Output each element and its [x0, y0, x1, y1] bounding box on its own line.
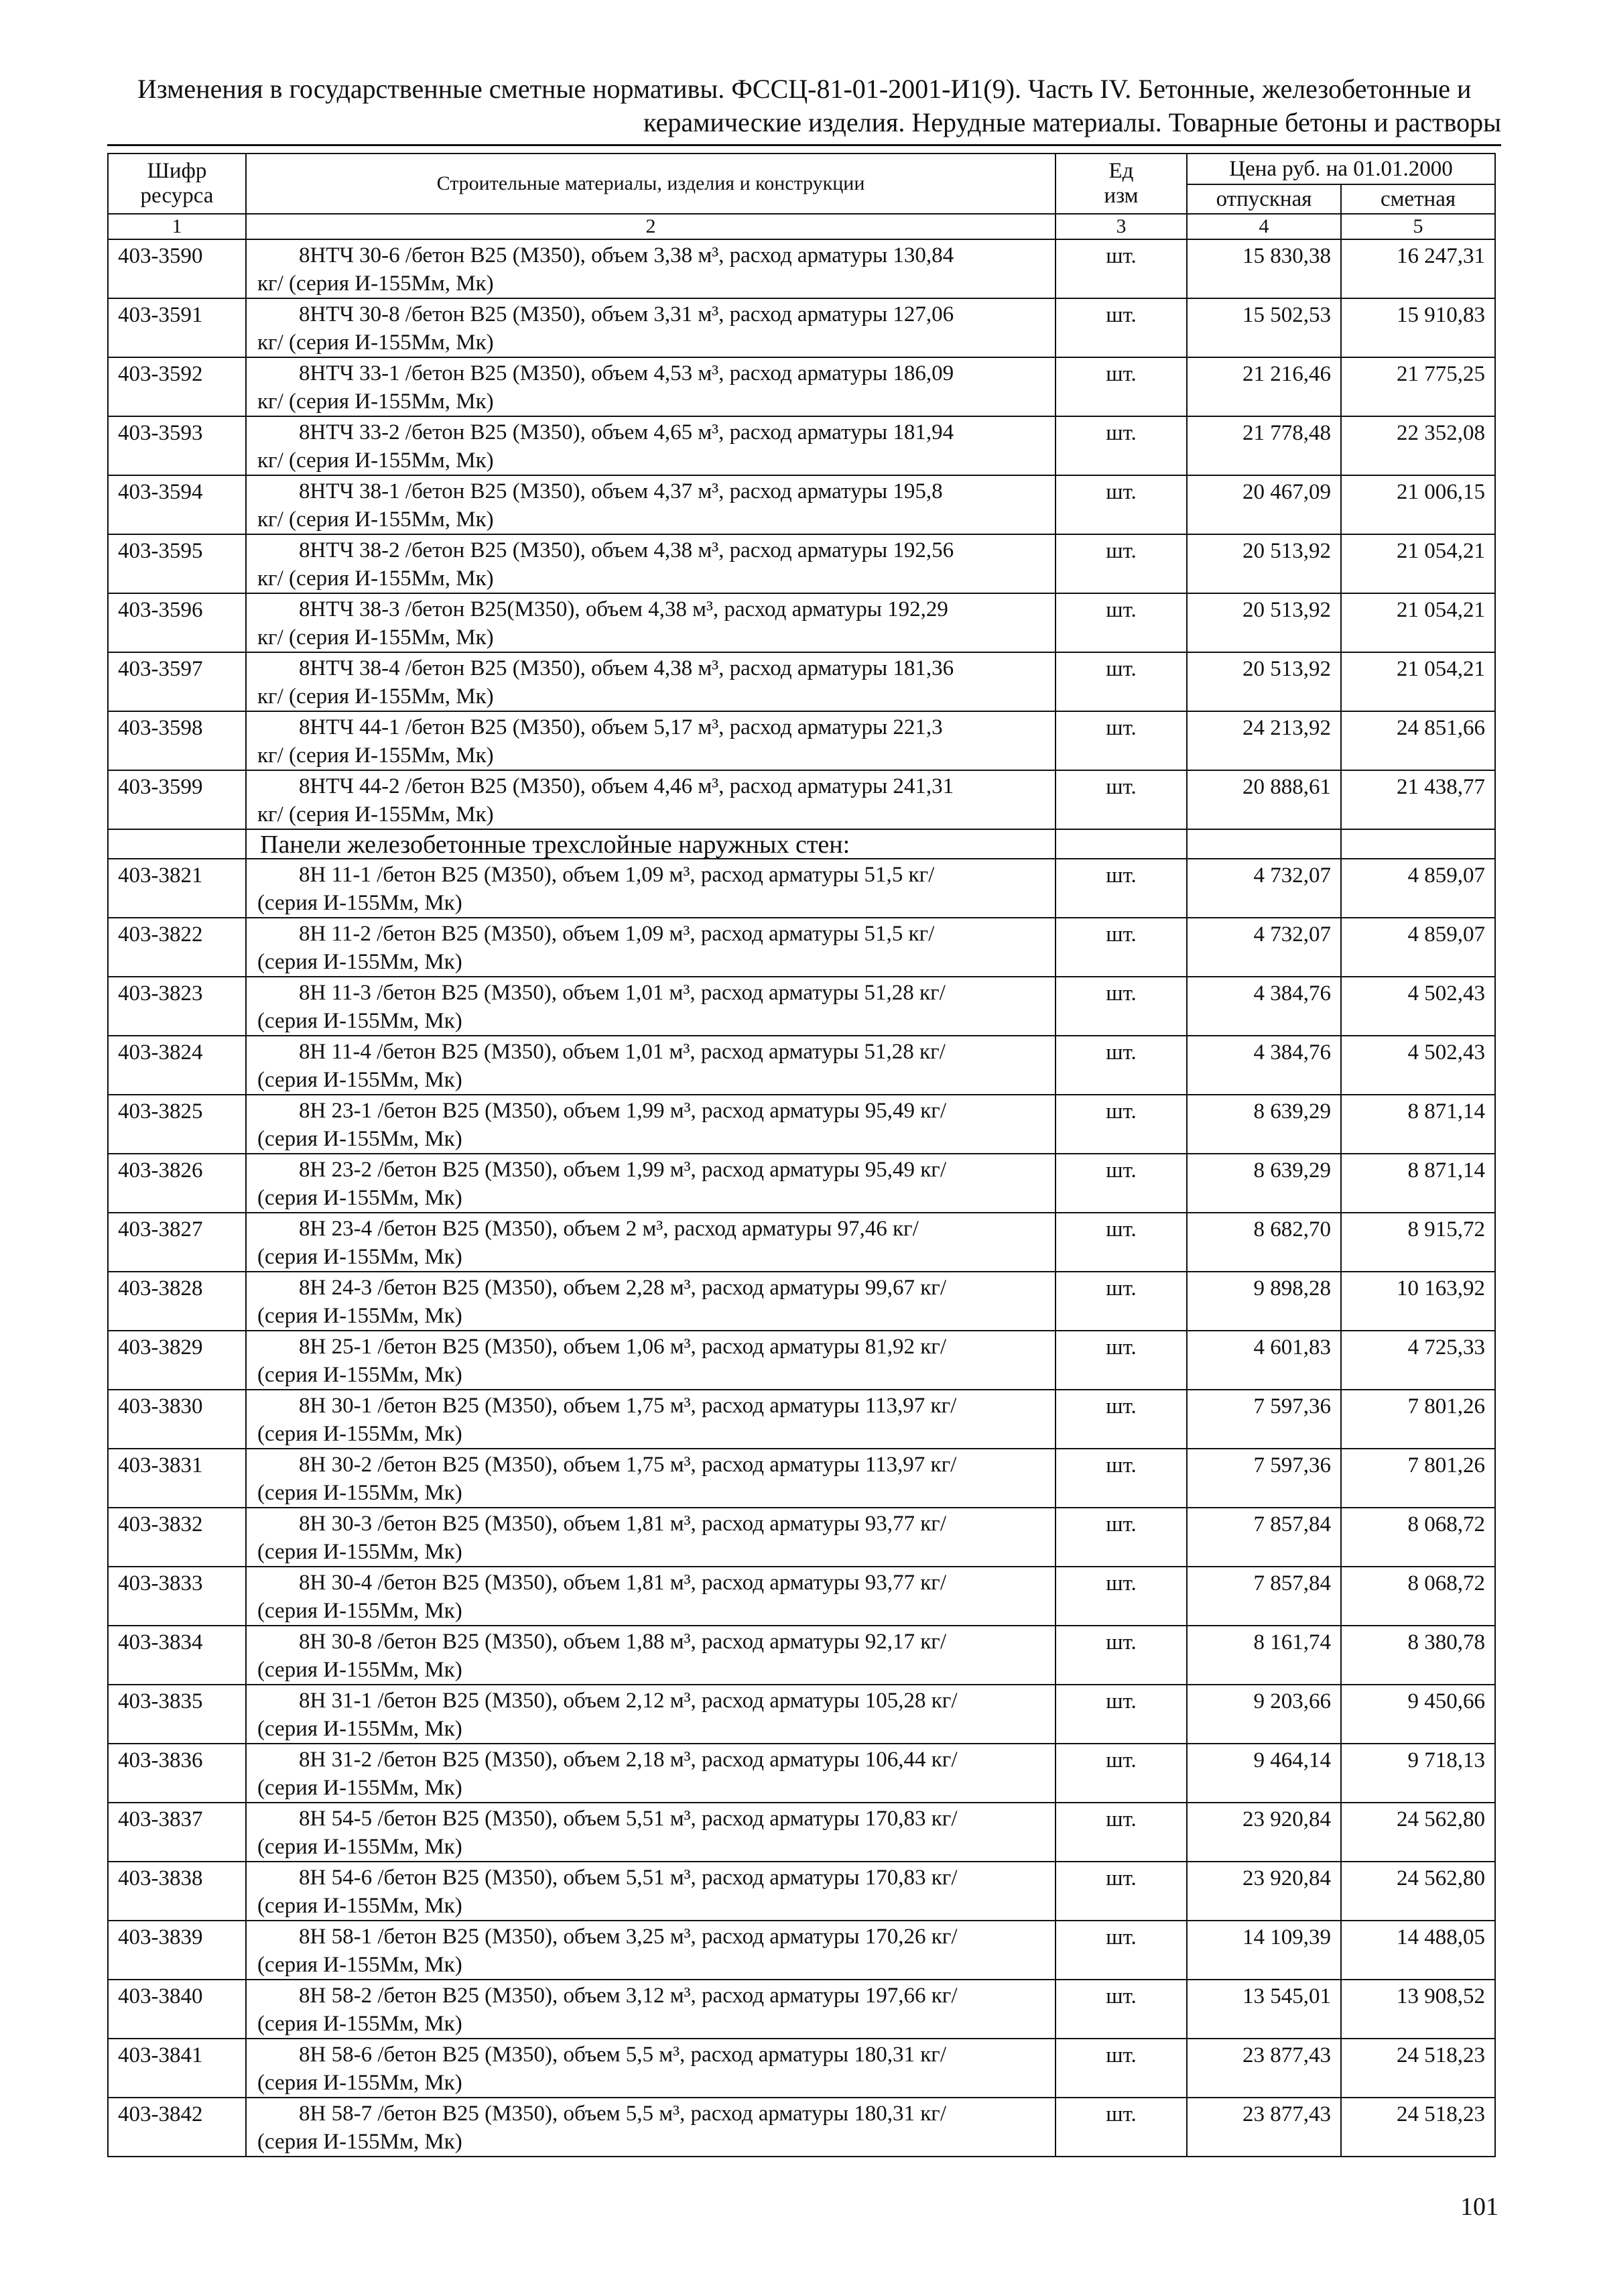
description-line-2: (серия И-155Мм, Мк)	[257, 950, 462, 974]
table-row	[108, 1980, 1495, 2039]
material-description	[246, 534, 1056, 593]
material-description	[246, 1095, 1056, 1154]
resource-code: 403-3840	[108, 1980, 246, 2039]
release-price: 8 639,29	[1187, 1095, 1341, 1154]
estimate-price: 9 450,66	[1341, 1685, 1495, 1744]
material-description	[246, 239, 1056, 298]
material-description	[246, 1272, 1056, 1331]
material-description	[246, 1685, 1056, 1744]
release-price: 4 732,07	[1187, 859, 1341, 918]
unit: шт.	[1056, 357, 1187, 416]
material-description	[246, 977, 1056, 1036]
release-price: 15 830,38	[1187, 239, 1341, 298]
table-row	[108, 298, 1495, 357]
resource-code: 403-3593	[108, 416, 246, 475]
estimate-price: 24 562,80	[1341, 1803, 1495, 1862]
description-line-2: (серия И-155Мм, Мк)	[257, 1599, 462, 1623]
table-body-group-1	[108, 239, 1495, 829]
table-row	[108, 977, 1495, 1036]
material-description	[246, 859, 1056, 918]
material-description	[246, 1213, 1056, 1272]
release-price: 24 213,92	[1187, 711, 1341, 770]
description-line-1: 8НТЧ 33-2 /бетон В25 (М350), объем 4,65 м³, расход арматуры 181,94	[299, 420, 954, 444]
description-line-1: 8Н 24-3 /бетон В25 (М350), объем 2,28 м³, расход арматуры 99,67 кг/	[299, 1276, 946, 1300]
description-line-1: 8Н 30-3 /бетон В25 (М350), объем 1,81 м³, расход арматуры 93,77 кг/	[299, 1512, 946, 1536]
table-row	[108, 652, 1495, 711]
estimate-price: 21 006,15	[1341, 475, 1495, 534]
unit: шт.	[1056, 977, 1187, 1036]
release-price: 7 857,84	[1187, 1567, 1341, 1626]
description-line-1: 8Н 23-1 /бетон В25 (М350), объем 1,99 м³, расход арматуры 95,49 кг/	[299, 1099, 946, 1123]
release-price: 21 778,48	[1187, 416, 1341, 475]
column-number: 3	[1056, 214, 1187, 239]
description-line-2: (серия И-155Мм, Мк)	[257, 1245, 462, 1269]
description-line-1: 8Н 23-4 /бетон В25 (М350), объем 2 м³, расход арматуры 97,46 кг/	[299, 1217, 919, 1241]
resource-code: 403-3834	[108, 1626, 246, 1685]
estimate-price: 21 775,25	[1341, 357, 1495, 416]
unit: шт.	[1056, 859, 1187, 918]
material-description	[246, 1921, 1056, 1980]
estimate-price: 14 488,05	[1341, 1921, 1495, 1980]
material-description	[246, 1626, 1056, 1685]
estimate-price: 24 518,23	[1341, 2098, 1495, 2157]
estimate-price: 8 871,14	[1341, 1154, 1495, 1213]
unit: шт.	[1056, 2039, 1187, 2098]
release-price: 7 597,36	[1187, 1390, 1341, 1449]
release-price: 4 732,07	[1187, 918, 1341, 977]
material-description	[246, 357, 1056, 416]
table-header	[108, 154, 1495, 239]
description-line-2: кг/ (серия И-155Мм, Мк)	[257, 802, 494, 827]
header-release-price: отпускная	[1187, 184, 1341, 214]
description-line-2: (серия И-155Мм, Мк)	[257, 1776, 462, 1800]
header-price: Цена руб. на 01.01.2000	[1187, 154, 1495, 184]
description-line-1: 8Н 11-3 /бетон В25 (М350), объем 1,01 м³, расход арматуры 51,28 кг/	[299, 981, 946, 1005]
description-line-1: 8Н 11-1 /бетон В25 (М350), объем 1,09 м³, расход арматуры 51,5 кг/	[299, 863, 935, 887]
description-line-1: 8Н 25-1 /бетон В25 (М350), объем 1,06 м³, расход арматуры 81,92 кг/	[299, 1335, 946, 1359]
description-line-1: 8Н 30-1 /бетон В25 (М350), объем 1,75 м³, расход арматуры 113,97 кг/	[299, 1394, 957, 1418]
header-rule	[107, 144, 1501, 146]
description-line-1: 8Н 30-2 /бетон В25 (М350), объем 1,75 м³, расход арматуры 113,97 кг/	[299, 1453, 957, 1477]
unit: шт.	[1056, 1508, 1187, 1567]
resource-code: 403-3828	[108, 1272, 246, 1331]
material-description	[246, 1862, 1056, 1921]
estimate-price: 16 247,31	[1341, 239, 1495, 298]
release-price: 23 877,43	[1187, 2039, 1341, 2098]
estimate-price: 21 054,21	[1341, 534, 1495, 593]
release-price: 9 898,28	[1187, 1272, 1341, 1331]
release-price: 8 682,70	[1187, 1213, 1341, 1272]
table-row	[108, 593, 1495, 652]
material-description	[246, 298, 1056, 357]
description-line-1: 8НТЧ 38-3 /бетон В25(М350), объем 4,38 м³, расход арматуры 192,29	[299, 597, 948, 621]
description-line-2: кг/ (серия И-155Мм, Мк)	[257, 448, 494, 473]
unit: шт.	[1056, 1862, 1187, 1921]
estimate-price: 24 851,66	[1341, 711, 1495, 770]
release-price: 20 888,61	[1187, 770, 1341, 829]
release-price: 23 877,43	[1187, 2098, 1341, 2157]
description-line-1: 8НТЧ 30-8 /бетон В25 (М350), объем 3,31 м³, расход арматуры 127,06	[299, 302, 954, 326]
release-price: 8 161,74	[1187, 1626, 1341, 1685]
description-line-1: 8Н 11-4 /бетон В25 (М350), объем 1,01 м³, расход арматуры 51,28 кг/	[299, 1040, 946, 1064]
table-row	[108, 859, 1495, 918]
estimate-price: 22 352,08	[1341, 416, 1495, 475]
table-row	[108, 1685, 1495, 1744]
release-price: 23 920,84	[1187, 1803, 1341, 1862]
header-line-1: Изменения в государственные сметные нормативы. ФССЦ-81-01-2001-И1(9). Часть IV. Бетонные, железобетонные и	[137, 74, 1472, 104]
description-line-2: кг/ (серия И-155Мм, Мк)	[257, 684, 494, 709]
description-line-2: (серия И-155Мм, Мк)	[257, 1422, 462, 1446]
material-description	[246, 1744, 1056, 1803]
description-line-2: (серия И-155Мм, Мк)	[257, 1540, 462, 1564]
description-line-2: (серия И-155Мм, Мк)	[257, 1894, 462, 1918]
unit: шт.	[1056, 1626, 1187, 1685]
description-line-2: кг/ (серия И-155Мм, Мк)	[257, 389, 494, 414]
estimate-price: 7 801,26	[1341, 1449, 1495, 1508]
unit: шт.	[1056, 416, 1187, 475]
estimate-price: 4 859,07	[1341, 859, 1495, 918]
header-unit-line1: Ед	[1108, 159, 1134, 183]
column-number: 4	[1187, 214, 1341, 239]
table-row	[108, 1036, 1495, 1095]
description-line-2: кг/ (серия И-155Мм, Мк)	[257, 566, 494, 591]
description-line-2: (серия И-155Мм, Мк)	[257, 2071, 462, 2095]
resource-code: 403-3594	[108, 475, 246, 534]
column-number: 5	[1341, 214, 1495, 239]
table-body-group-2	[108, 859, 1495, 2157]
description-line-1: 8Н 54-6 /бетон В25 (М350), объем 5,51 м³, расход арматуры 170,83 кг/	[299, 1866, 958, 1890]
resource-code: 403-3823	[108, 977, 246, 1036]
table-row	[108, 2039, 1495, 2098]
unit: шт.	[1056, 1685, 1187, 1744]
unit: шт.	[1056, 1154, 1187, 1213]
unit: шт.	[1056, 1213, 1187, 1272]
material-description	[246, 475, 1056, 534]
unit: шт.	[1056, 2098, 1187, 2157]
unit: шт.	[1056, 1449, 1187, 1508]
estimate-price: 10 163,92	[1341, 1272, 1495, 1331]
table-row	[108, 1095, 1495, 1154]
unit: шт.	[1056, 475, 1187, 534]
section-row	[108, 829, 1495, 859]
table-row	[108, 475, 1495, 534]
resource-code: 403-3597	[108, 652, 246, 711]
description-line-2: (серия И-155Мм, Мк)	[257, 1835, 462, 1859]
price-table	[107, 153, 1496, 2157]
release-price: 7 857,84	[1187, 1508, 1341, 1567]
section-code-cell	[108, 829, 246, 859]
description-line-2: (серия И-155Мм, Мк)	[257, 1481, 462, 1505]
column-number-row	[108, 214, 1495, 239]
document-header	[107, 72, 1501, 139]
material-description	[246, 1803, 1056, 1862]
unit: шт.	[1056, 1095, 1187, 1154]
material-description	[246, 1154, 1056, 1213]
description-line-2: (серия И-155Мм, Мк)	[257, 1953, 462, 1977]
material-description	[246, 2039, 1056, 2098]
table-row	[108, 770, 1495, 829]
unit: шт.	[1056, 770, 1187, 829]
estimate-price: 13 908,52	[1341, 1980, 1495, 2039]
release-price: 4 601,83	[1187, 1331, 1341, 1390]
material-description	[246, 2098, 1056, 2157]
resource-code: 403-3829	[108, 1331, 246, 1390]
description-line-1: 8Н 30-4 /бетон В25 (М350), объем 1,81 м³, расход арматуры 93,77 кг/	[299, 1571, 946, 1595]
resource-code: 403-3839	[108, 1921, 246, 1980]
description-line-2: (серия И-155Мм, Мк)	[257, 1068, 462, 1092]
section-group	[108, 829, 1495, 859]
table-row	[108, 1921, 1495, 1980]
resource-code: 403-3827	[108, 1213, 246, 1272]
release-price: 21 216,46	[1187, 357, 1341, 416]
resource-code: 403-3822	[108, 918, 246, 977]
release-price: 7 597,36	[1187, 1449, 1341, 1508]
resource-code: 403-3836	[108, 1744, 246, 1803]
column-number: 2	[246, 214, 1056, 239]
estimate-price: 7 801,26	[1341, 1390, 1495, 1449]
estimate-price: 15 910,83	[1341, 298, 1495, 357]
description-line-2: (серия И-155Мм, Мк)	[257, 1658, 462, 1682]
description-line-1: 8Н 30-8 /бетон В25 (М350), объем 1,88 м³, расход арматуры 92,17 кг/	[299, 1630, 946, 1654]
release-price: 8 639,29	[1187, 1154, 1341, 1213]
table-row	[108, 1331, 1495, 1390]
unit: шт.	[1056, 1803, 1187, 1862]
release-price: 20 513,92	[1187, 593, 1341, 652]
unit: шт.	[1056, 298, 1187, 357]
release-price: 20 513,92	[1187, 652, 1341, 711]
resource-code: 403-3831	[108, 1449, 246, 1508]
description-line-1: 8НТЧ 38-4 /бетон В25 (М350), объем 4,38 м³, расход арматуры 181,36	[299, 656, 954, 680]
unit: шт.	[1056, 1744, 1187, 1803]
header-unit-line2: изм	[1104, 184, 1139, 208]
description-line-1: 8НТЧ 38-1 /бетон В25 (М350), объем 4,37 м³, расход арматуры 195,8	[299, 479, 943, 503]
section-unit-cell	[1056, 829, 1187, 859]
description-line-2: (серия И-155Мм, Мк)	[257, 2130, 462, 2154]
section-title: Панели железобетонные трехслойные наружных стен:	[246, 829, 1056, 859]
resource-code: 403-3838	[108, 1862, 246, 1921]
description-line-2: (серия И-155Мм, Мк)	[257, 1304, 462, 1328]
description-line-2: (серия И-155Мм, Мк)	[257, 1127, 462, 1151]
resource-code: 403-3821	[108, 859, 246, 918]
unit: шт.	[1056, 1567, 1187, 1626]
estimate-price: 8 915,72	[1341, 1213, 1495, 1272]
table-row	[108, 239, 1495, 298]
table-row	[108, 1626, 1495, 1685]
estimate-price: 8 068,72	[1341, 1508, 1495, 1567]
release-price: 13 545,01	[1187, 1980, 1341, 2039]
estimate-price: 21 438,77	[1341, 770, 1495, 829]
description-line-1: 8НТЧ 38-2 /бетон В25 (М350), объем 4,38 м³, расход арматуры 192,56	[299, 538, 954, 562]
description-line-1: 8НТЧ 33-1 /бетон В25 (М350), объем 4,53 м³, расход арматуры 186,09	[299, 361, 954, 385]
header-code	[108, 154, 246, 214]
description-line-2: кг/ (серия И-155Мм, Мк)	[257, 507, 494, 532]
release-price: 20 513,92	[1187, 534, 1341, 593]
resource-code: 403-3830	[108, 1390, 246, 1449]
resource-code: 403-3842	[108, 2098, 246, 2157]
resource-code: 403-3824	[108, 1036, 246, 1095]
description-line-1: 8НТЧ 44-1 /бетон В25 (М350), объем 5,17 м³, расход арматуры 221,3	[299, 715, 943, 739]
release-price: 4 384,76	[1187, 1036, 1341, 1095]
description-line-2: (серия И-155Мм, Мк)	[257, 1717, 462, 1741]
estimate-price: 8 380,78	[1341, 1626, 1495, 1685]
material-description	[246, 1980, 1056, 2039]
description-line-2: кг/ (серия И-155Мм, Мк)	[257, 743, 494, 768]
description-line-1: 8Н 58-6 /бетон В25 (М350), объем 5,5 м³, расход арматуры 180,31 кг/	[299, 2043, 946, 2067]
resource-code: 403-3833	[108, 1567, 246, 1626]
estimate-price: 9 718,13	[1341, 1744, 1495, 1803]
release-price: 23 920,84	[1187, 1862, 1341, 1921]
description-line-1: 8Н 23-2 /бетон В25 (М350), объем 1,99 м³, расход арматуры 95,49 кг/	[299, 1158, 946, 1182]
description-line-2: кг/ (серия И-155Мм, Мк)	[257, 271, 494, 296]
unit: шт.	[1056, 1921, 1187, 1980]
unit: шт.	[1056, 239, 1187, 298]
unit: шт.	[1056, 1980, 1187, 2039]
material-description	[246, 1390, 1056, 1449]
table-row	[108, 1272, 1495, 1331]
table-row	[108, 918, 1495, 977]
estimate-price: 21 054,21	[1341, 652, 1495, 711]
table-row	[108, 1803, 1495, 1862]
release-price: 14 109,39	[1187, 1921, 1341, 1980]
estimate-price: 4 859,07	[1341, 918, 1495, 977]
material-description	[246, 1036, 1056, 1095]
material-description	[246, 1567, 1056, 1626]
table-row	[108, 2098, 1495, 2157]
header-description: Строительные материалы, изделия и конструкции	[246, 154, 1056, 214]
unit: шт.	[1056, 652, 1187, 711]
table-row	[108, 711, 1495, 770]
table-row	[108, 1744, 1495, 1803]
release-price: 20 467,09	[1187, 475, 1341, 534]
material-description	[246, 593, 1056, 652]
estimate-price: 24 562,80	[1341, 1862, 1495, 1921]
table-row	[108, 1213, 1495, 1272]
description-line-2: (серия И-155Мм, Мк)	[257, 1186, 462, 1210]
release-price: 9 203,66	[1187, 1685, 1341, 1744]
header-code-line2: ресурса	[140, 184, 214, 208]
resource-code: 403-3841	[108, 2039, 246, 2098]
estimate-price: 4 502,43	[1341, 1036, 1495, 1095]
description-line-1: 8НТЧ 30-6 /бетон В25 (М350), объем 3,38 м³, расход арматуры 130,84	[299, 243, 954, 267]
table-row	[108, 1390, 1495, 1449]
table-row	[108, 416, 1495, 475]
description-line-1: 8Н 58-7 /бетон В25 (М350), объем 5,5 м³, расход арматуры 180,31 кг/	[299, 2102, 946, 2126]
table-row	[108, 1862, 1495, 1921]
estimate-price: 21 054,21	[1341, 593, 1495, 652]
table-row	[108, 1154, 1495, 1213]
description-line-1: 8Н 58-1 /бетон В25 (М350), объем 3,25 м³, расход арматуры 170,26 кг/	[299, 1925, 958, 1949]
unit: шт.	[1056, 711, 1187, 770]
material-description	[246, 1331, 1056, 1390]
description-line-1: 8Н 58-2 /бетон В25 (М350), объем 3,12 м³, расход арматуры 197,66 кг/	[299, 1984, 958, 2008]
estimate-price: 4 725,33	[1341, 1331, 1495, 1390]
unit: шт.	[1056, 1272, 1187, 1331]
header-code-line1: Шифр	[147, 159, 207, 183]
description-line-1: 8Н 11-2 /бетон В25 (М350), объем 1,09 м³, расход арматуры 51,5 кг/	[299, 922, 935, 946]
resource-code: 403-3825	[108, 1095, 246, 1154]
resource-code: 403-3599	[108, 770, 246, 829]
estimate-price: 24 518,23	[1341, 2039, 1495, 2098]
description-line-1: 8НТЧ 44-2 /бетон В25 (М350), объем 4,46 м³, расход арматуры 241,31	[299, 774, 954, 798]
description-line-1: 8Н 31-2 /бетон В25 (М350), объем 2,18 м³, расход арматуры 106,44 кг/	[299, 1748, 958, 1772]
material-description	[246, 918, 1056, 977]
header-estimate-price: сметная	[1341, 184, 1495, 214]
resource-code: 403-3835	[108, 1685, 246, 1744]
release-price: 4 384,76	[1187, 977, 1341, 1036]
description-line-2: кг/ (серия И-155Мм, Мк)	[257, 330, 494, 355]
release-price: 9 464,14	[1187, 1744, 1341, 1803]
resource-code: 403-3832	[108, 1508, 246, 1567]
unit: шт.	[1056, 1036, 1187, 1095]
resource-code: 403-3596	[108, 593, 246, 652]
estimate-price: 8 068,72	[1341, 1567, 1495, 1626]
header-line-2: керамические изделия. Нерудные материалы. Товарные бетоны и растворы	[643, 107, 1501, 137]
resource-code: 403-3592	[108, 357, 246, 416]
unit: шт.	[1056, 534, 1187, 593]
unit: шт.	[1056, 918, 1187, 977]
resource-code: 403-3595	[108, 534, 246, 593]
estimate-price: 8 871,14	[1341, 1095, 1495, 1154]
description-line-2: (серия И-155Мм, Мк)	[257, 891, 462, 915]
header-unit	[1056, 154, 1187, 214]
description-line-1: 8Н 31-1 /бетон В25 (М350), объем 2,12 м³, расход арматуры 105,28 кг/	[299, 1689, 958, 1713]
description-line-1: 8Н 54-5 /бетон В25 (М350), объем 5,51 м³, расход арматуры 170,83 кг/	[299, 1807, 958, 1831]
table-row	[108, 1508, 1495, 1567]
release-price: 15 502,53	[1187, 298, 1341, 357]
table-row	[108, 534, 1495, 593]
table-row	[108, 357, 1495, 416]
material-description	[246, 1449, 1056, 1508]
table-row	[108, 1567, 1495, 1626]
unit: шт.	[1056, 593, 1187, 652]
section-estimate-cell	[1341, 829, 1495, 859]
estimate-price: 4 502,43	[1341, 977, 1495, 1036]
resource-code: 403-3837	[108, 1803, 246, 1862]
resource-code: 403-3590	[108, 239, 246, 298]
unit: шт.	[1056, 1331, 1187, 1390]
description-line-2: (серия И-155Мм, Мк)	[257, 1363, 462, 1387]
table-row	[108, 1449, 1495, 1508]
description-line-2: (серия И-155Мм, Мк)	[257, 1009, 462, 1033]
page-number: 101	[1460, 2193, 1498, 2221]
column-number: 1	[108, 214, 246, 239]
description-line-2: кг/ (серия И-155Мм, Мк)	[257, 625, 494, 650]
description-line-2: (серия И-155Мм, Мк)	[257, 2012, 462, 2036]
resource-code: 403-3598	[108, 711, 246, 770]
material-description	[246, 416, 1056, 475]
section-release-cell	[1187, 829, 1341, 859]
unit: шт.	[1056, 1390, 1187, 1449]
material-description	[246, 1508, 1056, 1567]
material-description	[246, 652, 1056, 711]
material-description	[246, 711, 1056, 770]
material-description	[246, 770, 1056, 829]
resource-code: 403-3591	[108, 298, 246, 357]
resource-code: 403-3826	[108, 1154, 246, 1213]
